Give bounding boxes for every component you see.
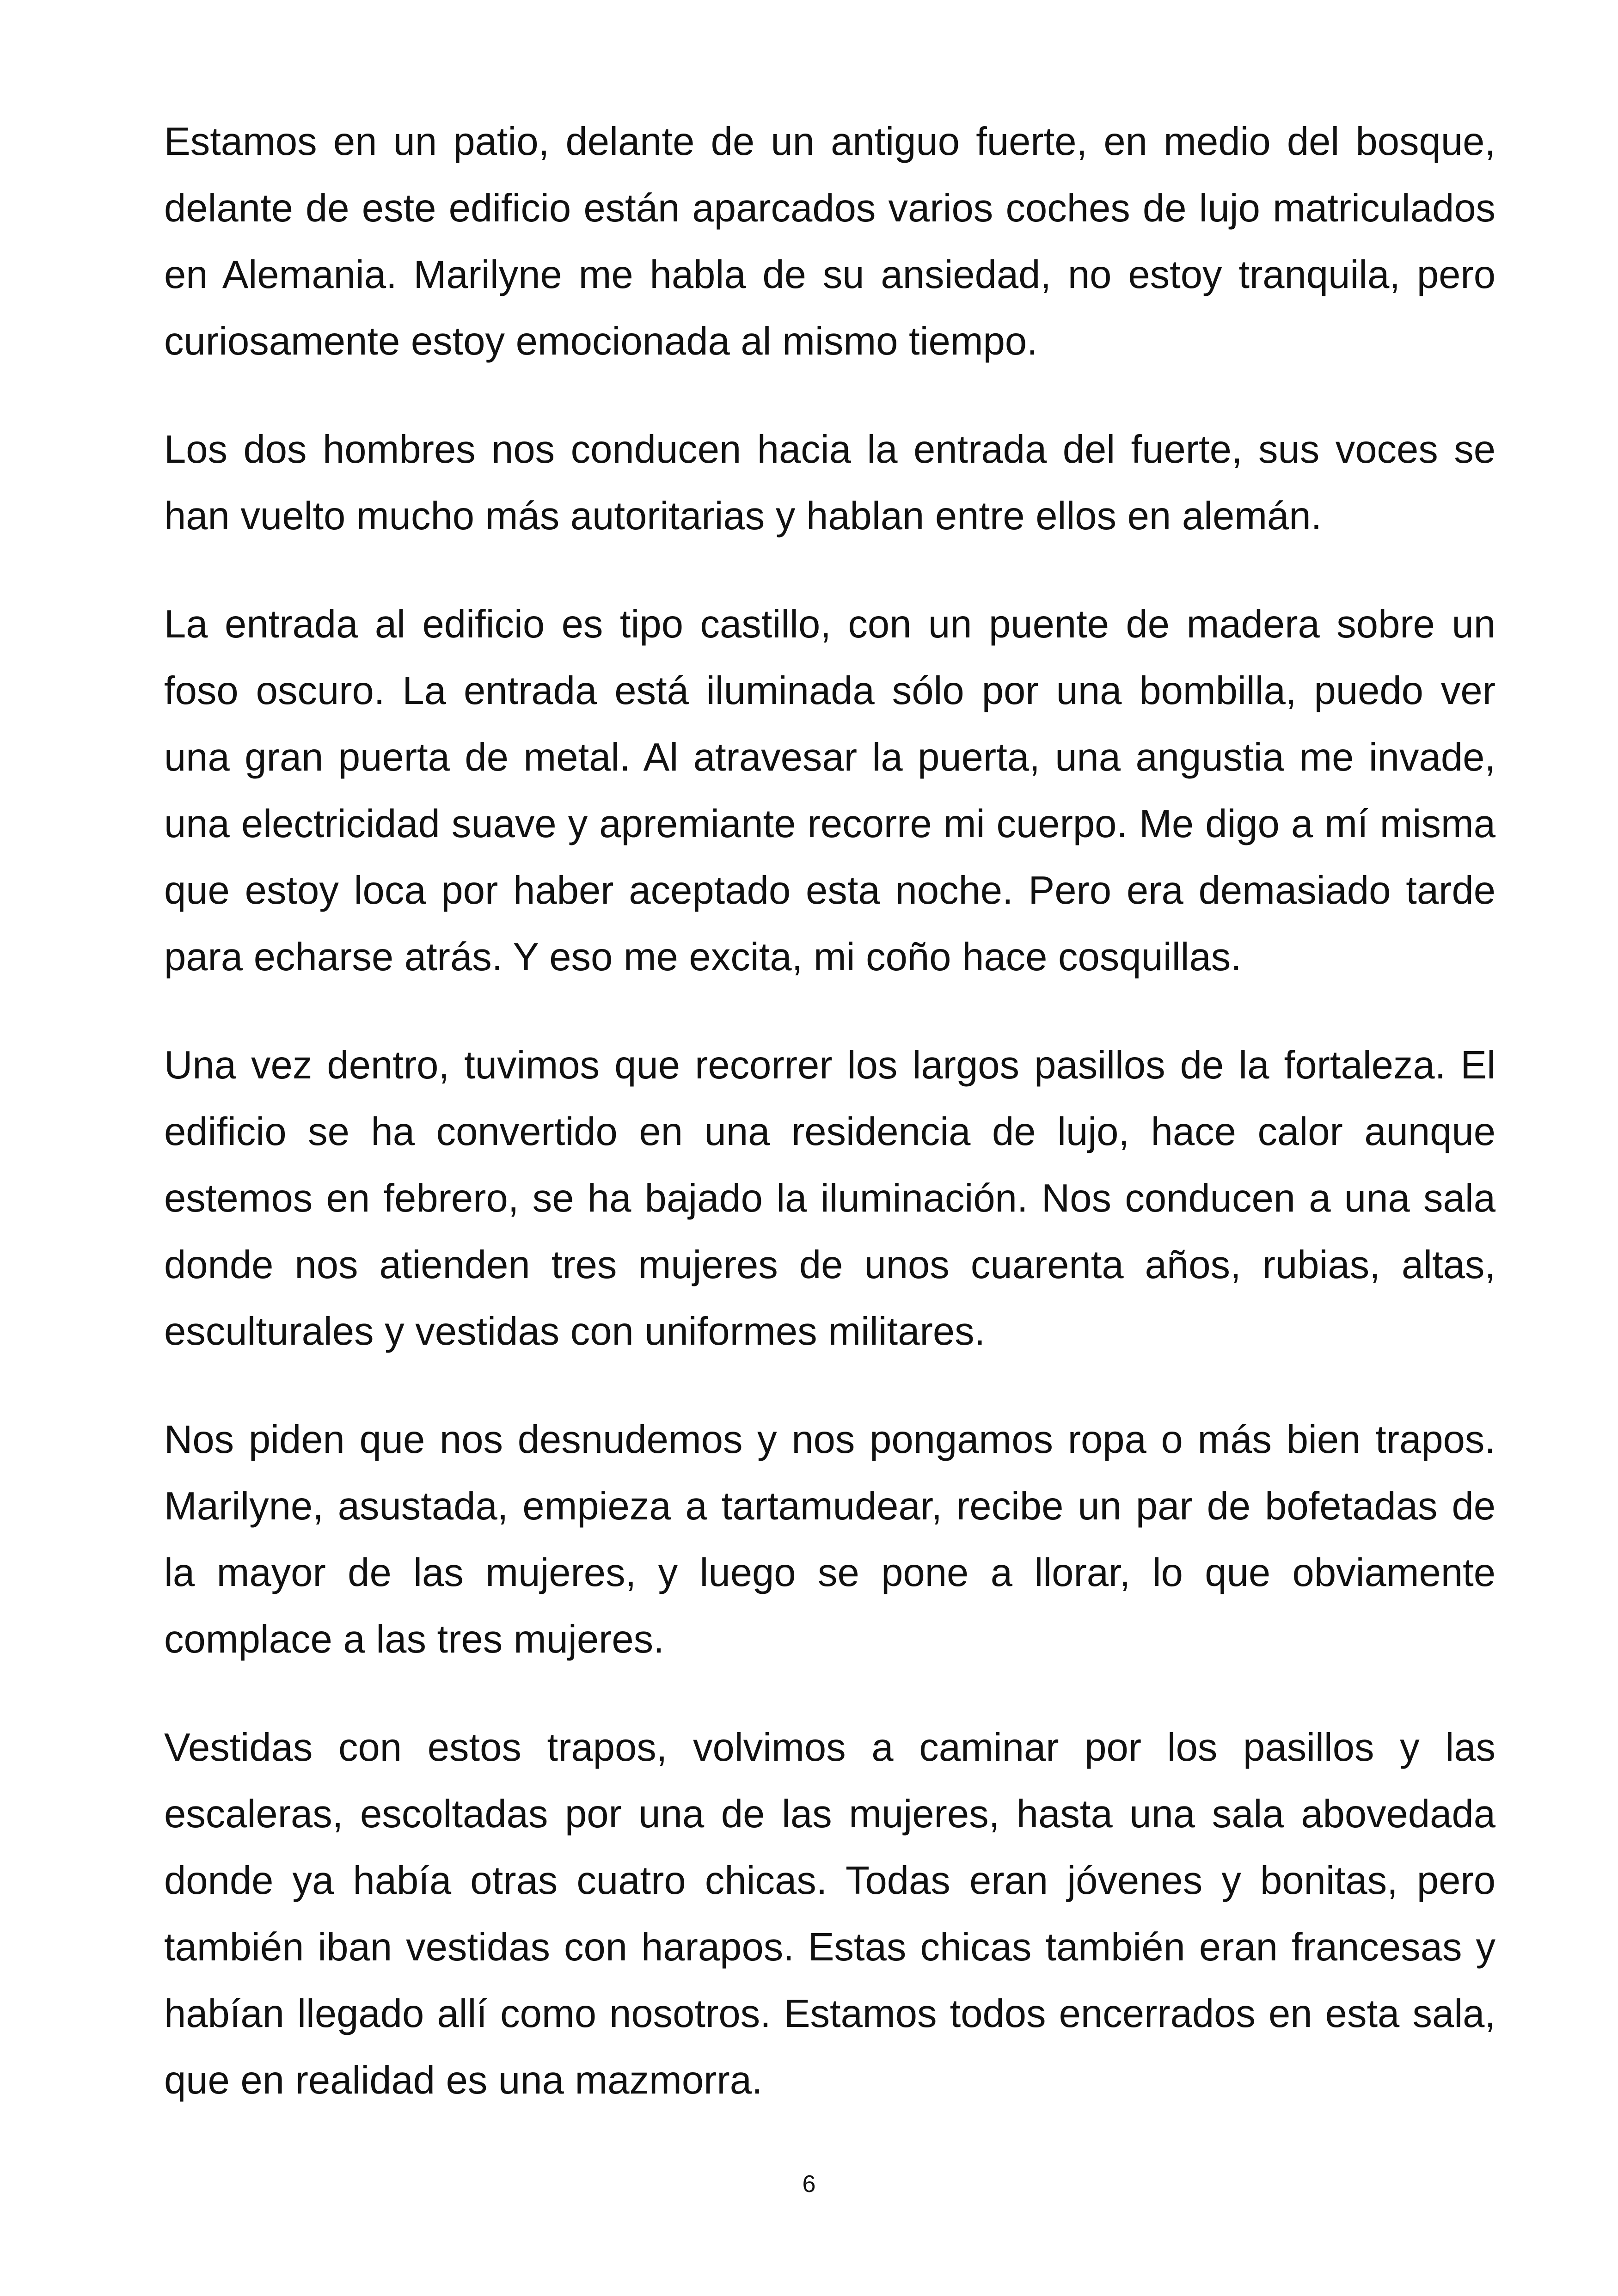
paragraph-4: Una vez dentro, tuvimos que recorrer los largos pasillos de la fortaleza. El edificio se ha convertido en una residencia de lujo, hace calor aunque estemos en febrero, se ha bajado la iluminación. Nos conducen a una sala donde nos atienden tres mujeres de unos cuarenta años, rubias, altas, esculturales y vestidas con uniformes militares. bbox=[164, 1043, 1495, 1353]
page-number: 6 bbox=[802, 2171, 816, 2198]
paragraph-5: Nos piden que nos desnudemos y nos pongamos ropa o más bien trapos. Marilyne, asustada, empieza a tartamudear, recibe un par de bofetadas de la mayor de las mujeres, y luego se pone a llorar, lo que obviamente complace a las tres mujeres. bbox=[164, 1418, 1495, 1661]
paragraph-3: La entrada al edificio es tipo castillo, con un puente de madera sobre un foso oscuro. La entrada está iluminada sólo por una bombilla, puedo ver una gran puerta de metal. Al atravesar la puerta, una angustia me invade, una electricidad suave y apremiante recorre mi cuerpo. Me digo a mí misma que estoy loca por haber aceptado esta noche. Pero era demasiado tarde para echarse atrás. Y eso me excita, mi coño hace cosquillas. bbox=[164, 602, 1495, 979]
paragraph-6: Vestidas con estos trapos, volvimos a caminar por los pasillos y las escaleras, escoltadas por una de las mujeres, hasta una sala abovedada donde ya había otras cuatro chicas. Todas eran jóvenes y bonitas, pero también iban vestidas con harapos. Estas chicas también eran francesas y habían llegado allí como nosotros. Estamos todos encerrados en esta sala, que en realidad es una mazmorra. bbox=[164, 1726, 1495, 2102]
paragraph-2: Los dos hombres nos conducen hacia la entrada del fuerte, sus voces se han vuelto mucho más autoritarias y hablan entre ellos en alemán. bbox=[164, 428, 1495, 538]
text-body bbox=[164, 109, 1495, 2155]
paragraph-1: Estamos en un patio, delante de un antiguo fuerte, en medio del bosque, delante de este edificio están aparcados varios coches de lujo matriculados en Alemania. Marilyne me habla de su ansiedad, no estoy tranquila, pero curiosamente estoy emocionada al mismo tiempo. bbox=[164, 120, 1495, 363]
